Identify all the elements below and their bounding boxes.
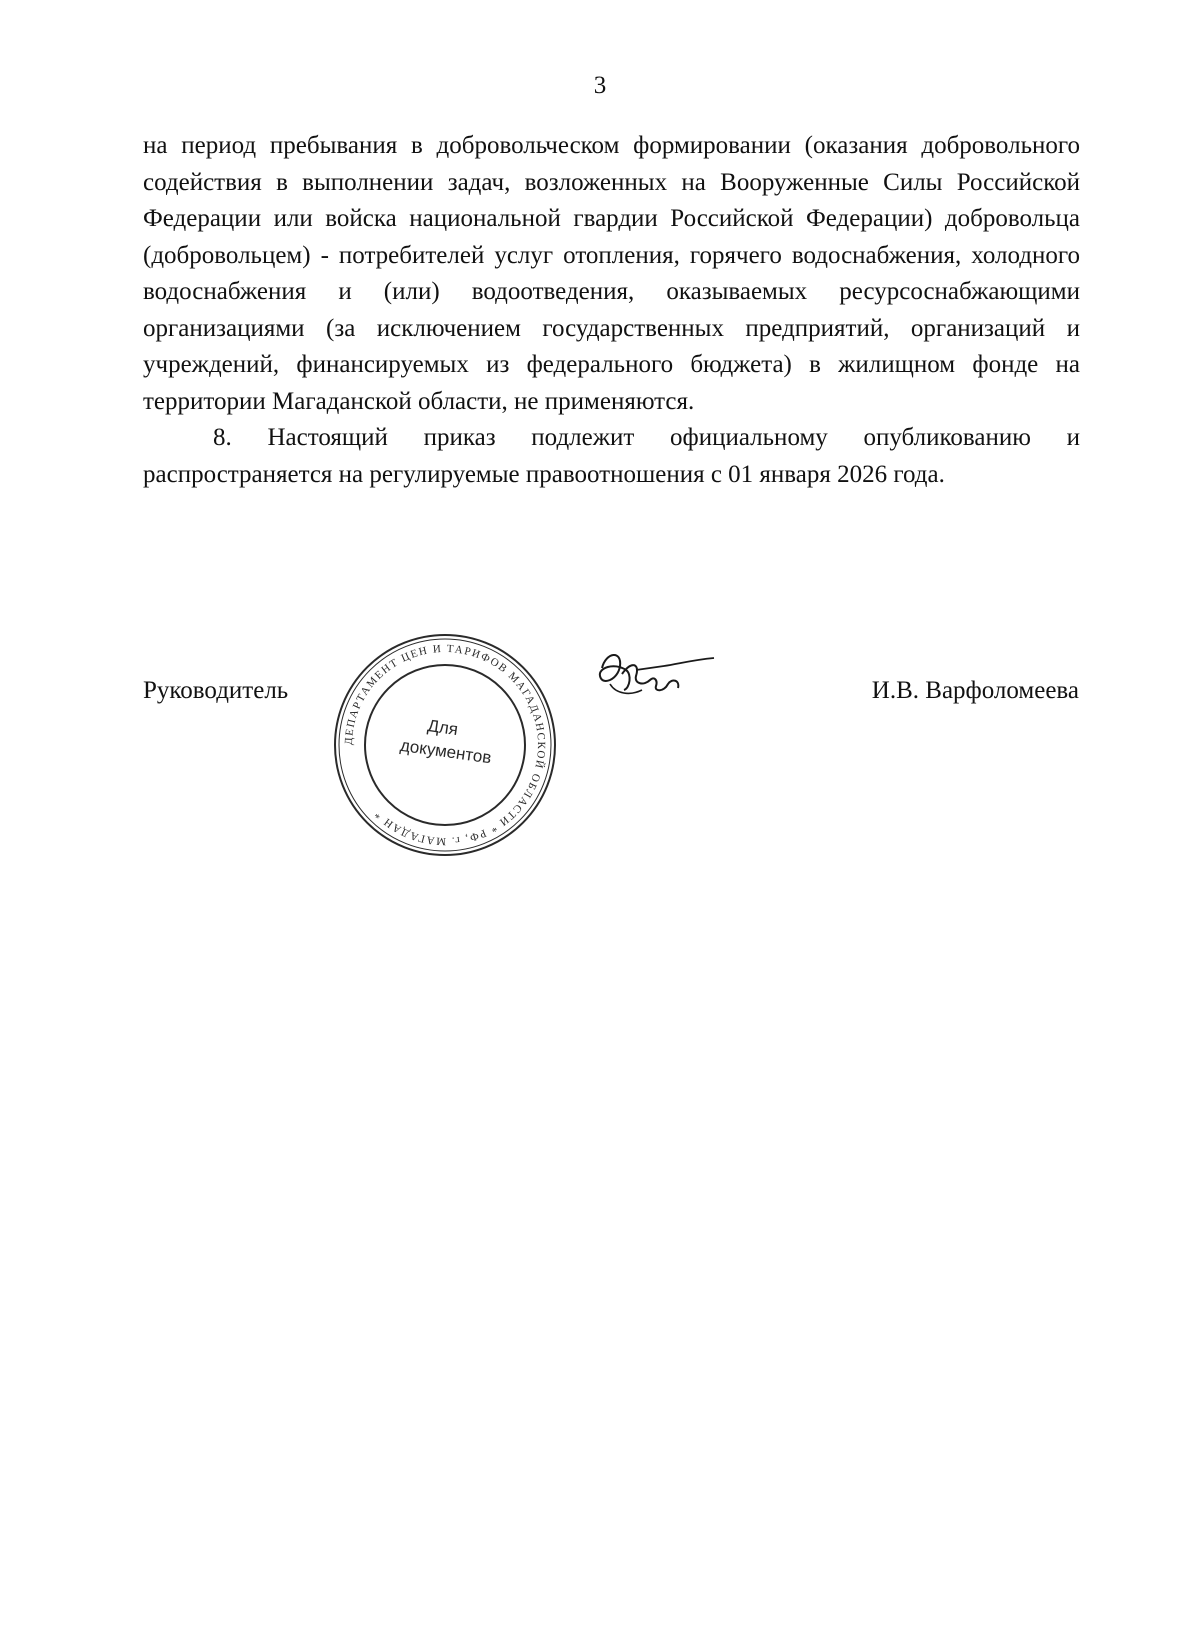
official-stamp xyxy=(330,630,560,860)
paragraph-8: 8. Настоящий приказ подлежит официальному опубликованию и распространяется на регулируемые правоотношения с 01 января 2026 года. xyxy=(143,424,1080,488)
page-number: 3 xyxy=(593,72,607,99)
paragraph-continuation: на период пребывания в добровольческом формировании (оказания добровольного содействия в выполнении задач, возложенных на Вооруженные Силы Российской Федерации или войска национальной гвардии Российской Федерации) добровольца (добровольцем) - потребителей услуг отопления, горячего водоснабжения, холодного водоснабжения и (или) водоотведения, оказываемых ресурсоснабжающими организациями (за исключением государственных предприятий, организаций и учреждений, финансируемых из федерального бюджета) в жилищном фонде на территории Магаданской области, не применяются. xyxy=(143,132,1080,415)
signatory-name: И.В. Варфоломеева xyxy=(871,677,1079,704)
signatory-role: Руководитель xyxy=(143,677,289,704)
stamp-outer-text: ДЕПАРТАМЕНТ ЦЕН И ТАРИФОВ МАГАДАНСКОЙ ОБЛАСТИ * РФ, г. МАГАДАН * xyxy=(342,642,548,848)
document-body xyxy=(143,128,1080,493)
stamp-inner-line-2: документов xyxy=(398,735,493,768)
stamp-inner-line-1: Для xyxy=(426,716,460,740)
handwritten-signature xyxy=(592,640,717,708)
